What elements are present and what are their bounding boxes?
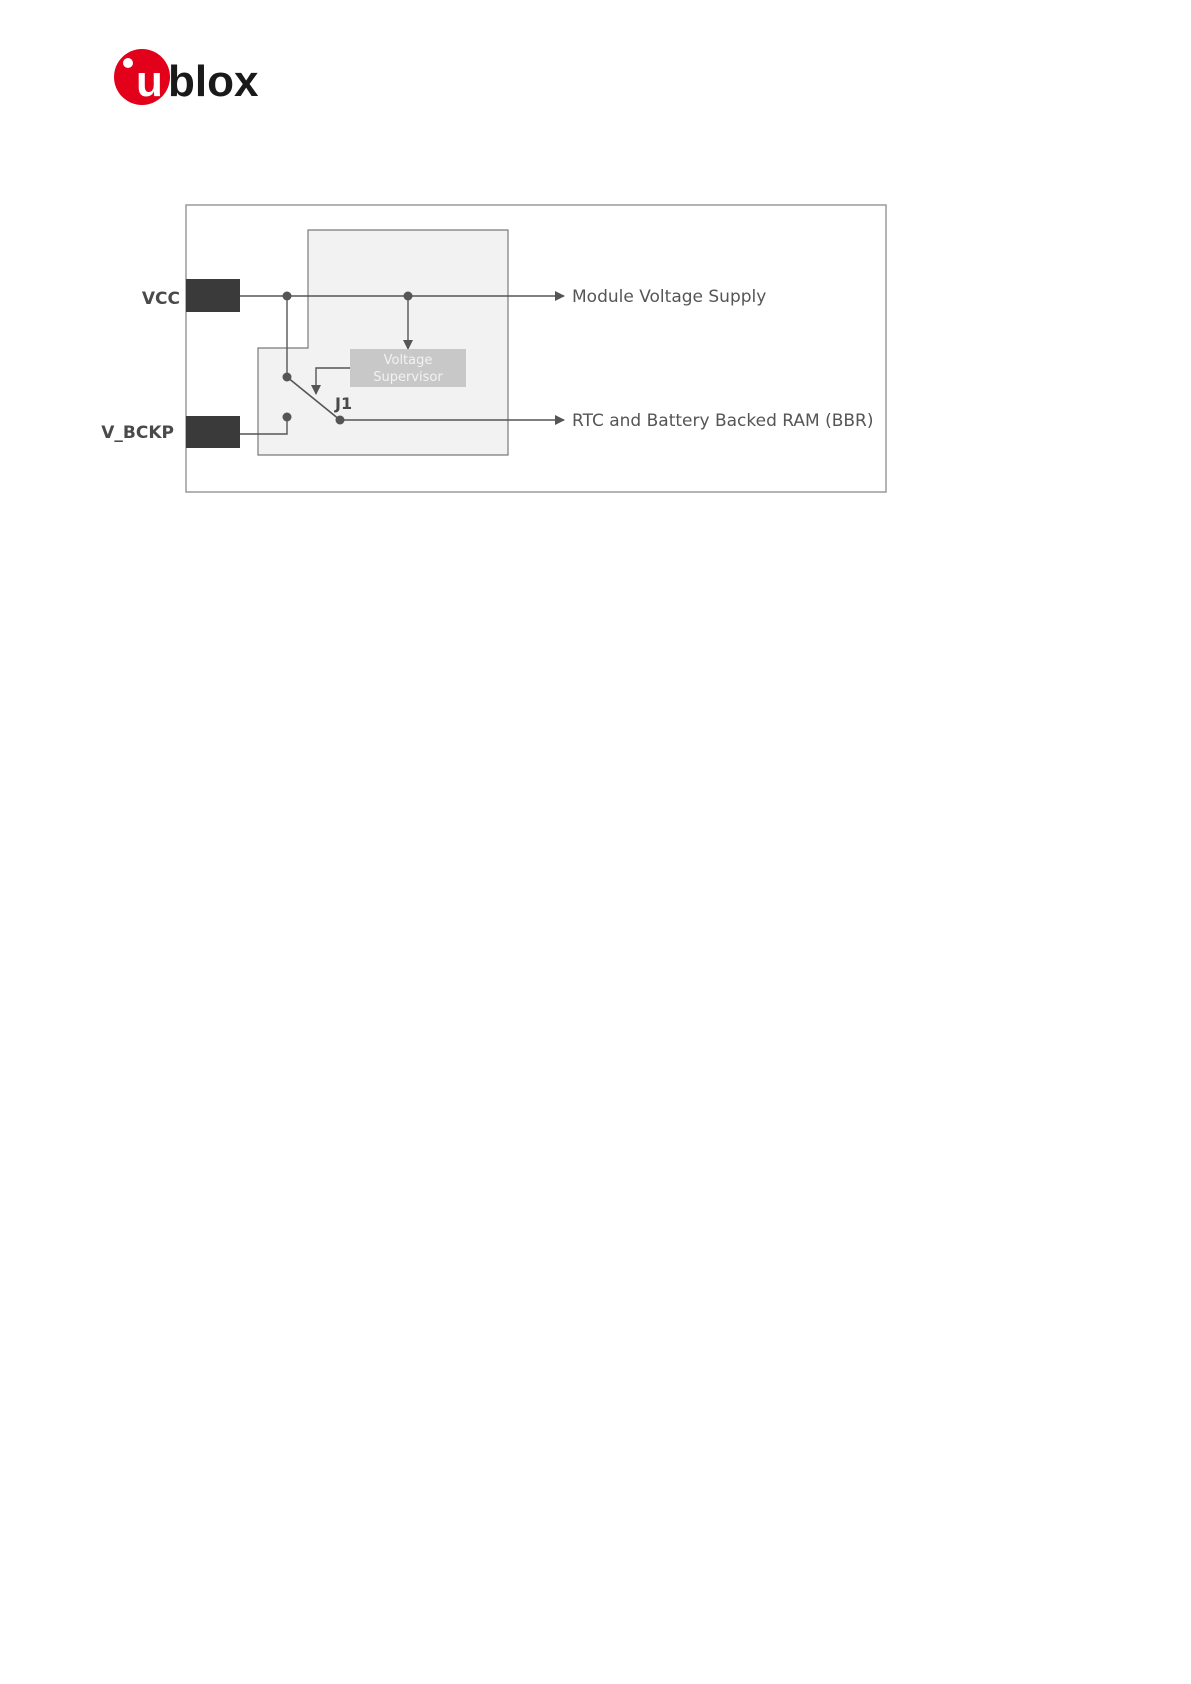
- vcc-label: VCC: [141, 289, 180, 309]
- supervisor-label-line2: Supervisor: [373, 370, 443, 385]
- rtc-bbr-label: RTC and Battery Backed RAM (BBR): [572, 411, 874, 431]
- vcc-pin: [186, 279, 240, 312]
- power-supply-block-diagram: [0, 0, 1191, 520]
- junction-dot-switch: [283, 292, 292, 301]
- supervisor-label-line1: Voltage: [383, 353, 433, 368]
- module-voltage-supply-label: Module Voltage Supply: [572, 287, 767, 307]
- logo-letters-blox: blox: [168, 57, 259, 106]
- vbckp-pin: [186, 416, 240, 448]
- logo-letter-u: u: [136, 57, 163, 106]
- junction-dot-supervisor: [404, 292, 413, 301]
- switch-contact-vbckp: [283, 413, 292, 422]
- switch-label: J1: [335, 394, 353, 413]
- vbckp-label: V_BCKP: [101, 423, 174, 443]
